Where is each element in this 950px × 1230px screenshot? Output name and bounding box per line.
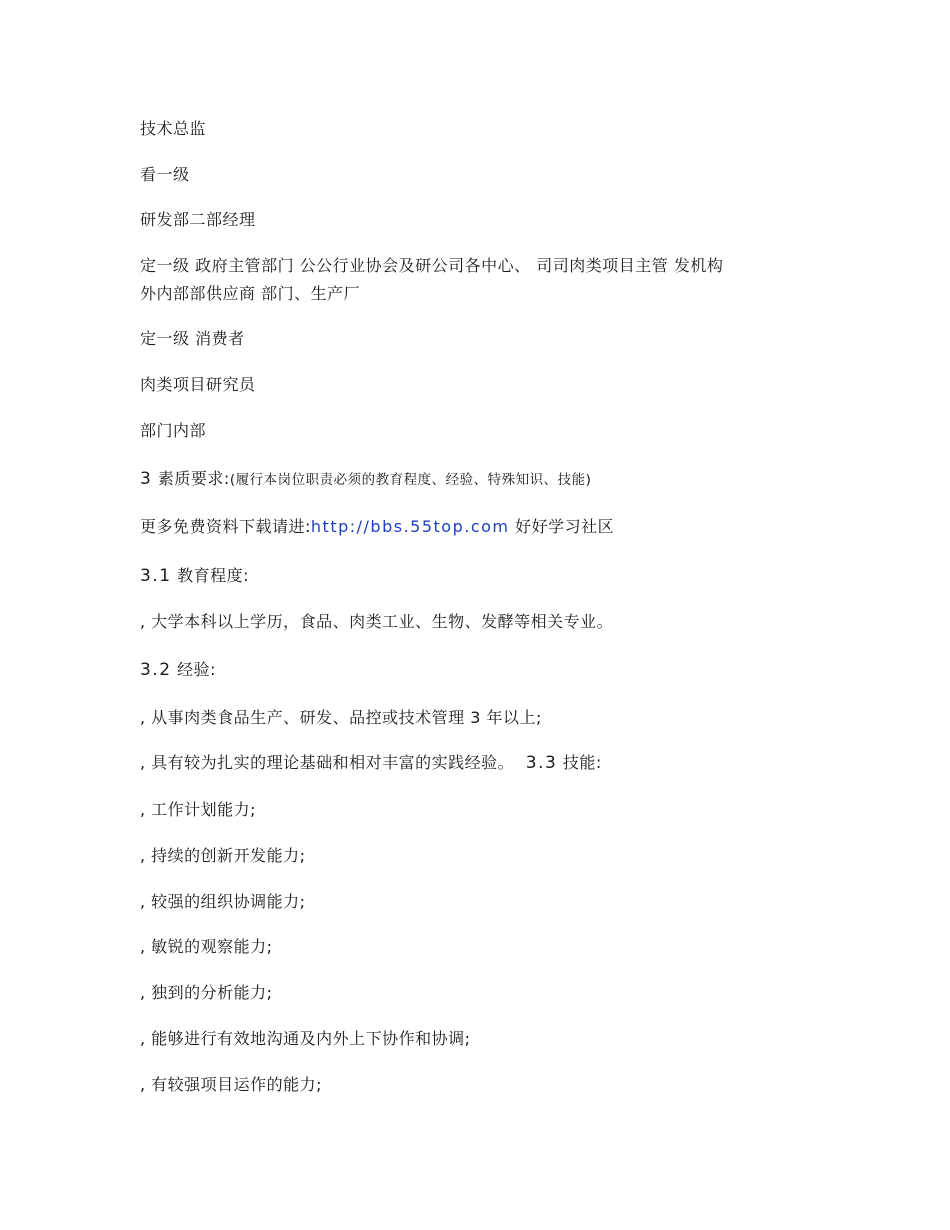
section-3-2-heading <box>140 656 216 684</box>
text-line: 看一级 <box>140 165 190 184</box>
section-number: 3.2 <box>140 660 172 680</box>
list-item: , 能够进行有效地沟通及内外上下协作和协调; <box>140 1029 471 1048</box>
promo-line <box>140 513 614 541</box>
text-line: 部门内部 <box>140 421 207 440</box>
list-item: , 从事肉类食品生产、研发、品控或技术管理 3 年以上; <box>140 708 542 727</box>
section-note: (履行本岗位职责必须的教育程度、经验、特殊知识、技能) <box>229 472 592 488</box>
list-item: , 持续的创新开发能力; <box>140 846 306 865</box>
section-3-1-heading <box>140 562 249 590</box>
list-item: , 敏锐的观察能力; <box>140 937 273 956</box>
section-title: 经验: <box>177 660 217 679</box>
list-item-with-heading <box>140 749 602 777</box>
promo-link[interactable]: http://bbs.55top.com <box>310 517 510 536</box>
promo-suffix: 好好学习社区 <box>509 517 615 536</box>
list-item: , 有较强项目运作的能力; <box>140 1075 323 1094</box>
section-3-heading <box>140 465 591 494</box>
promo-prefix: 更多免费资料下载请进: <box>140 517 311 536</box>
text-line: 技术总监 <box>140 119 207 138</box>
list-item: , 较强的组织协调能力; <box>140 892 306 911</box>
list-item: , 工作计划能力; <box>140 800 257 819</box>
text-line: 定一级 政府主管部门 公公行业协会及研公司各中心、 司司肉类项目主管 发机构 <box>140 256 724 275</box>
section-title: 素质要求: <box>157 469 230 488</box>
text-line: 定一级 消费者 <box>140 329 245 348</box>
text-line: 肉类项目研究员 <box>140 375 256 394</box>
section-number: 3.1 <box>140 566 172 586</box>
section-number: 3 <box>140 469 153 489</box>
text-line: 研发部二部经理 <box>140 210 256 229</box>
section-title: 教育程度: <box>177 566 250 585</box>
text-line: 外内部部供应商 部门、生产厂 <box>140 284 361 303</box>
section-title: 技能: <box>562 753 602 772</box>
list-item-text: , 具有较为扎实的理论基础和相对丰富的实践经验。 <box>140 753 515 772</box>
section-number: 3.3 <box>525 753 558 773</box>
list-item: , 大学本科以上学历，食品、肉类工业、生物、发酵等相关专业。 <box>140 612 614 631</box>
list-item: , 独到的分析能力; <box>140 983 273 1002</box>
